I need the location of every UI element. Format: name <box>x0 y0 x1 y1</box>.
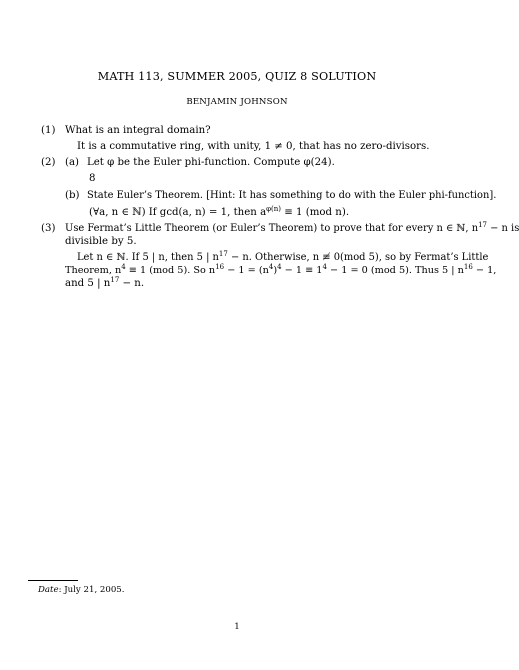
author-name: BENJAMIN JOHNSON <box>186 97 288 107</box>
problem-3-question-line2: divisible by 5. <box>65 236 137 247</box>
problem-3-a2-g: − 1, <box>472 265 497 276</box>
problem-2b-label: (b) <box>65 190 80 201</box>
problem-1-number: (1) <box>41 125 56 136</box>
problem-3-answer-line1 <box>77 251 488 264</box>
problem-3-number: (3) <box>41 223 56 234</box>
problem-3-a3-sup: 17 <box>110 276 120 284</box>
problem-3-answer-line2 <box>65 264 496 277</box>
problem-3-a2-a: Theorem, n <box>65 265 122 276</box>
problem-3-a2-sup1: 4 <box>121 263 126 271</box>
problem-2a-answer: 8 <box>89 173 96 184</box>
problem-3-a2-sup3: 4 <box>268 263 274 271</box>
problem-3-a2-sup4: 4 <box>277 263 282 271</box>
problem-1-question: What is an integral domain? <box>65 125 211 136</box>
footnote-text: : July 21, 2005. <box>58 585 125 595</box>
problem-3-q1-post: − n is <box>486 223 519 234</box>
footnote-label: Date <box>38 585 59 595</box>
problem-3-a3-post: − n. <box>119 278 145 289</box>
problem-3-a1-sup: 17 <box>218 250 228 258</box>
problem-1-answer: It is a commutative ring, with unity, 1 ≠ 0, that has no zero-divisors. <box>77 141 430 152</box>
problem-3-q1-pre: Use Fermat’s Little Theorem (or Euler’s Theorem) to prove that for every n ∈ ℕ, n <box>65 223 479 234</box>
problem-2b-answer-post: ≡ 1 (mod n). <box>281 207 350 218</box>
problem-3-a2-c: − 1 = (n <box>224 265 269 276</box>
document-title: MATH 113, SUMMER 2005, QUIZ 8 SOLUTION <box>97 70 377 83</box>
problem-3-a2-sup6: 16 <box>463 263 473 271</box>
footnote-date <box>38 585 125 595</box>
problem-3-a2-b: ≡ 1 (mod 5). So n <box>125 265 216 276</box>
problem-3-a1-pre: Let n ∈ ℕ. If 5 | n, then 5 | n <box>77 252 219 263</box>
problem-2b-question: State Euler’s Theorem. [Hint: It has something to do with the Euler phi-function]. <box>87 190 497 201</box>
page-number: 1 <box>234 622 240 632</box>
problem-3-answer-line3 <box>65 277 144 290</box>
problem-2b-answer-sup: φ(n) <box>266 205 282 213</box>
problem-3-a2-f: − 1 = 0 (mod 5). Thus 5 | n <box>326 265 464 276</box>
problem-3-a3-pre: and 5 | n <box>65 278 111 289</box>
footnote-rule <box>28 580 78 581</box>
problem-2a-label: (a) <box>65 157 80 168</box>
problem-3-question-line1 <box>65 222 519 235</box>
problem-2b-answer-pre: (∀a, n ∈ ℕ) If gcd(a, n) = 1, then a <box>89 207 267 218</box>
problem-3-a2-e: − 1 ≡ 1 <box>281 265 323 276</box>
problem-3-a2-sup5: 4 <box>322 263 327 271</box>
problem-3-a1-post: − n. Otherwise, n ≢ 0(mod 5), so by Fermat’s Little <box>227 252 489 263</box>
problem-3-a2-sup2: 16 <box>215 263 225 271</box>
problem-3-q1-sup: 17 <box>478 221 487 229</box>
problem-3-a2-d: ) <box>273 265 278 276</box>
problem-2-number: (2) <box>41 157 56 168</box>
problem-2a-question: Let φ be the Euler phi-function. Compute φ(24). <box>87 157 335 168</box>
problem-2b-answer <box>89 206 349 219</box>
